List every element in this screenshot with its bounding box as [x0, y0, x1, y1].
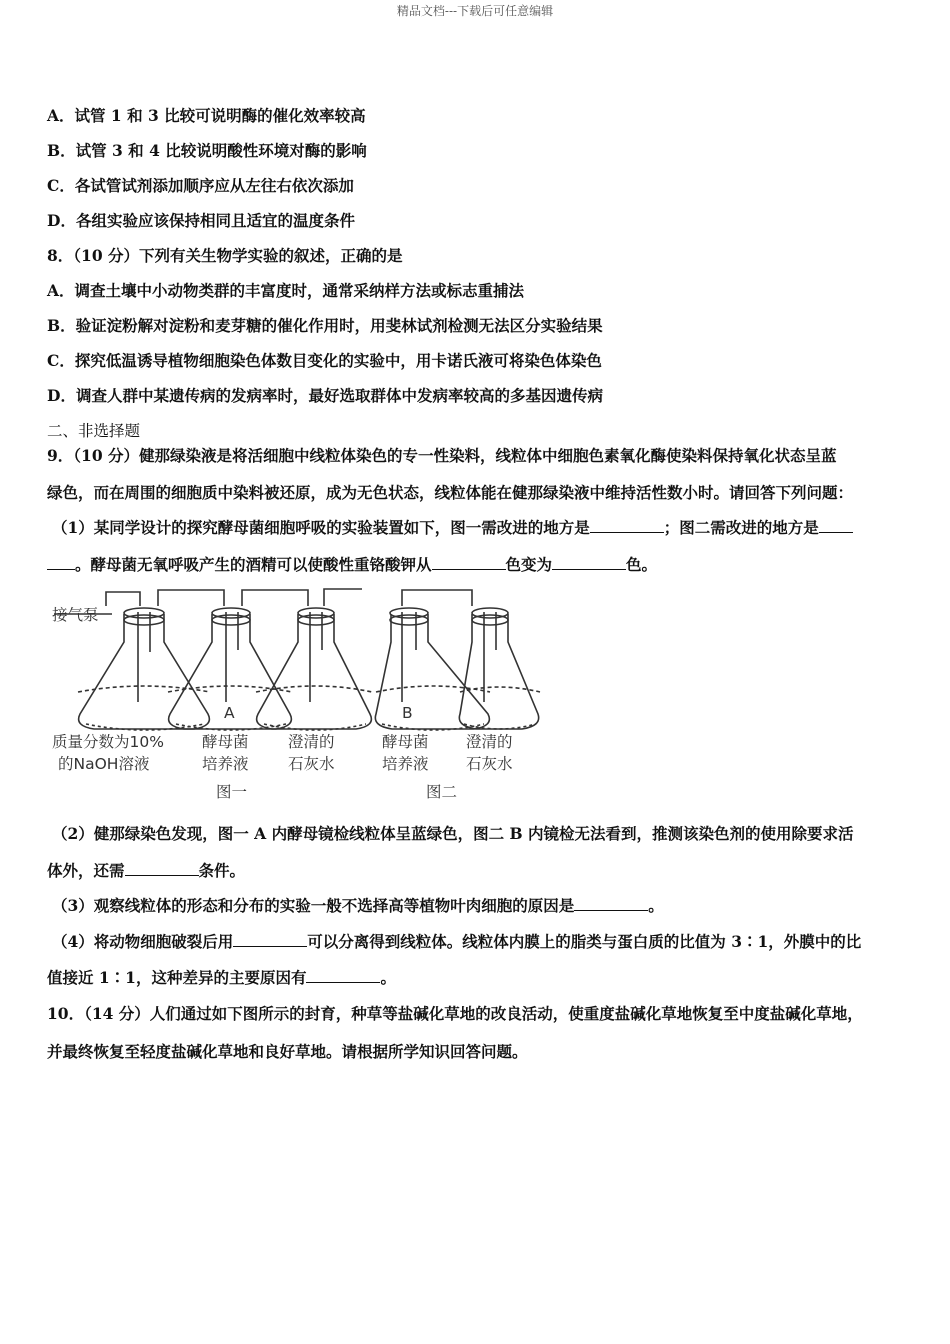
q9-part4-text-d: 。: [380, 968, 396, 987]
page-header: 精品文档---下载后可任意编辑: [396, 4, 554, 18]
experiment-figure: [46, 584, 546, 806]
q8-option-b: B．验证淀粉解对淀粉和麦芽糖的催化作用时，用斐林试剂检测无法区分实验结果: [47, 316, 603, 335]
answer-blank[interactable]: [590, 518, 664, 533]
flask-a-label: A: [224, 704, 235, 722]
flask-b-label: B: [402, 704, 413, 722]
lime-label-b-1: 澄清的: [466, 733, 513, 751]
answer-blank[interactable]: [552, 555, 626, 570]
q9-part1-text-a: （1）某同学设计的探究酵母菌细胞呼吸的实验装置如下，图一需改进的地方是: [52, 518, 590, 537]
pump-label: 接气泵: [52, 606, 99, 624]
answer-blank[interactable]: [233, 932, 307, 947]
q7-option-a: A．试管 1 和 3 比较可说明酶的催化效率较高: [47, 106, 366, 125]
q8-option-d: D．调查人群中某遗传病的发病率时，最好选取群体中发病率较高的多基因遗传病: [47, 386, 603, 405]
answer-blank[interactable]: [47, 555, 75, 570]
answer-blank[interactable]: [819, 518, 853, 533]
q7-option-d: D．各组实验应该保持相同且适宜的温度条件: [47, 211, 355, 230]
section-title: 二、非选择题: [47, 422, 141, 440]
q9-part4-text-b: 可以分离得到线粒体。线粒体内膜上的脂类与蛋白质的比值为 3∶1，外膜中的比: [307, 932, 862, 951]
q9-part3-text-a: （3）观察线粒体的形态和分布的实验一般不选择高等植物叶肉细胞的原因是: [52, 896, 575, 915]
flask-lime-water: [256, 608, 372, 730]
answer-blank[interactable]: [432, 555, 506, 570]
answer-blank[interactable]: [306, 968, 380, 983]
connecting-tube: [324, 589, 362, 606]
q9-part4-text-a: （4）将动物细胞破裂后用: [52, 932, 234, 951]
yeast-label-a-2: 培养液: [202, 755, 249, 773]
figure-1-caption: 图一: [216, 783, 248, 801]
flask-naoh: [78, 608, 210, 730]
q9-part2-line2: [47, 859, 245, 881]
figure-2-caption: 图二: [426, 783, 458, 801]
q9-part4-line2: [47, 966, 396, 988]
q9-part1-line2: [47, 553, 657, 575]
answer-blank[interactable]: [574, 896, 648, 911]
flask-apparatus-diagram: [46, 584, 546, 806]
q9-part3-text-b: 。: [648, 896, 664, 915]
q9-part1-text-b: ；图二需改进的地方是: [663, 518, 819, 537]
lime-label-2: 石灰水: [288, 755, 335, 773]
naoh-label-1: 质量分数为10%: [52, 733, 164, 751]
yeast-label-a-1: 酵母菌: [202, 733, 249, 751]
q7-option-c: C．各试管试剂添加顺序应从左往右依次添加: [47, 176, 354, 195]
q9-stem-line1: 9．（10 分）健那绿染液是将活细胞中线粒体染色的专一性染料，线粒体中细胞色素氧化酶使染料保持氧化状态呈蓝: [47, 446, 837, 465]
q7-option-b: B．试管 3 和 4 比较说明酸性环境对酶的影响: [47, 141, 367, 160]
lime-label-b-2: 石灰水: [466, 755, 513, 773]
flask-lime-water-2: [459, 608, 540, 729]
connecting-tube: [402, 590, 472, 606]
q9-part2-text-b: 体外，还需: [47, 861, 125, 880]
q9-stem-line2: 绿色，而在周围的细胞质中染料被还原，成为无色状态，线粒体能在健那绿染液中维持活性数小时。请回答下列问题：: [47, 483, 854, 502]
q8-option-a: A．调查土壤中小动物类群的丰富度时，通常采纳样方法或标志重捕法: [47, 281, 525, 300]
q9-part4-line1: [52, 930, 861, 952]
lime-label-1: 澄清的: [288, 733, 335, 751]
q9-part2-line1: （2）健那绿染色发现，图一 A 内酵母镜检线粒体呈蓝绿色，图二 B 内镜检无法看到，推测该染色剂的使用除要求活: [52, 824, 854, 843]
q9-part1-text-c: 。酵母菌无氧呼吸产生的酒精可以使酸性重铬酸钾从: [75, 555, 432, 574]
q10-line2: 并最终恢复至轻度盐碱化草地和良好草地。请根据所学知识回答问题。: [47, 1042, 528, 1061]
answer-blank[interactable]: [125, 861, 199, 876]
q9-part1-text-e: 色。: [626, 555, 658, 574]
q9-part2-text-c: 条件。: [198, 861, 246, 880]
connecting-tube: [242, 590, 308, 606]
q10-line1: 10．（14 分）人们通过如下图所示的封育，种草等盐碱化草地的改良活动，使重度盐碱化草地恢复至中度盐碱化草地，: [47, 1004, 863, 1023]
connecting-tube: [158, 590, 224, 606]
naoh-label-2: 的NaOH溶液: [58, 755, 150, 773]
q9-part1-line1: [52, 516, 853, 538]
yeast-label-b-2: 培养液: [382, 755, 429, 773]
yeast-label-b-1: 酵母菌: [382, 733, 429, 751]
connecting-tube: [106, 592, 140, 606]
q9-part1-text-d: 色变为: [505, 555, 553, 574]
q8-option-c: C．探究低温诱导植物细胞染色体数目变化的实验中，用卡诺氏液可将染色体染色: [47, 351, 602, 370]
q9-part4-text-c: 值接近 1∶1，这种差异的主要原因有: [47, 968, 307, 987]
q9-part3: [52, 894, 664, 916]
q8-stem: 8．（10 分）下列有关生物学实验的叙述，正确的是: [47, 246, 403, 265]
